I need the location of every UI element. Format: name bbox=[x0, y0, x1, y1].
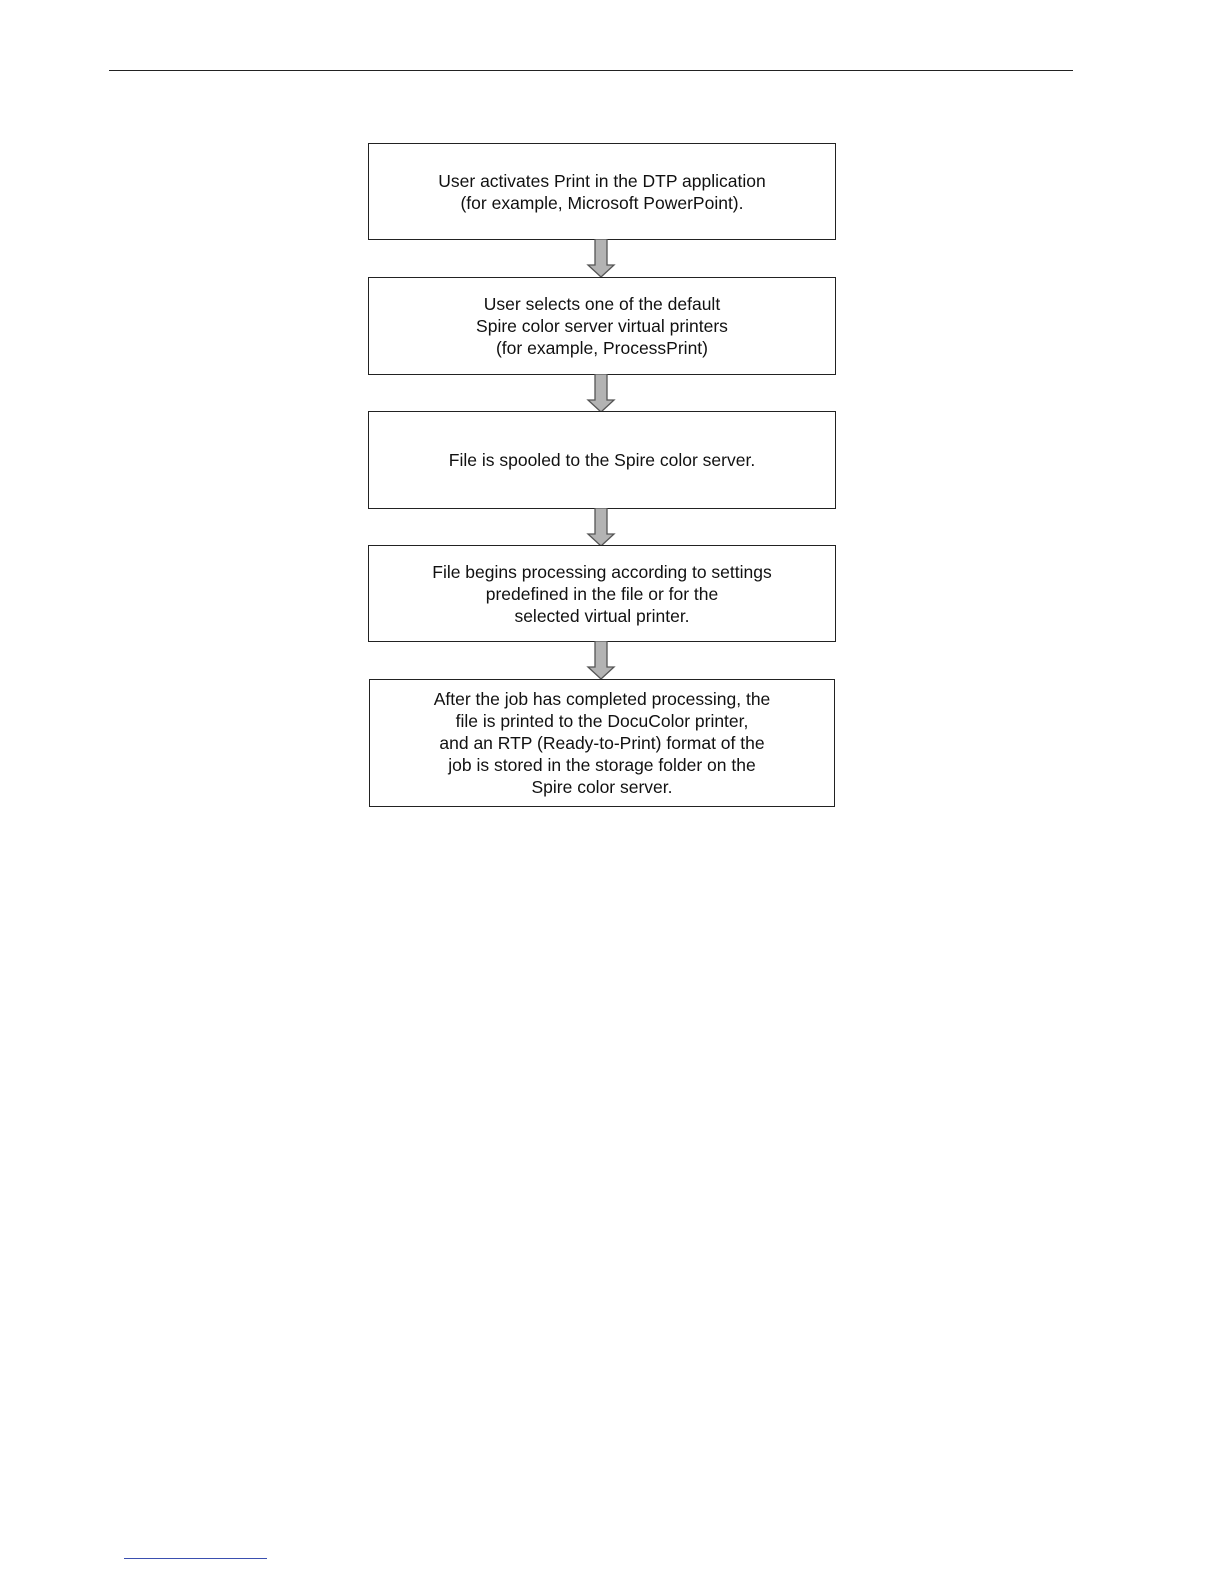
flow-step-activate-print bbox=[368, 143, 836, 240]
flow-step-select-printer bbox=[368, 277, 836, 375]
flow-step-file-processing bbox=[368, 545, 836, 642]
step-text: User activates Print in the DTP application (for example, Microsoft PowerPoint). bbox=[438, 170, 766, 213]
down-arrow-icon bbox=[586, 374, 616, 414]
down-arrow-icon bbox=[586, 508, 616, 548]
step-text: After the job has completed processing, the file is printed to the DocuColor printer, and an RTP (Ready-to-Print) format of the job is stored in the storage folder on the Spire color server. bbox=[433, 689, 771, 797]
down-arrow-icon bbox=[586, 239, 616, 279]
header-rule bbox=[109, 70, 1073, 71]
step-text: User selects one of the default Spire color server virtual printers (for example, ProcessPrint) bbox=[476, 294, 728, 358]
footer-rule bbox=[124, 1558, 267, 1559]
down-arrow-icon bbox=[586, 641, 616, 681]
flow-step-job-printed bbox=[369, 679, 835, 807]
step-text: File begins processing according to settings predefined in the file or for the selected virtual printer. bbox=[432, 561, 772, 626]
flow-step-file-spooled bbox=[368, 411, 836, 509]
step-text: File is spooled to the Spire color server. bbox=[448, 450, 756, 470]
